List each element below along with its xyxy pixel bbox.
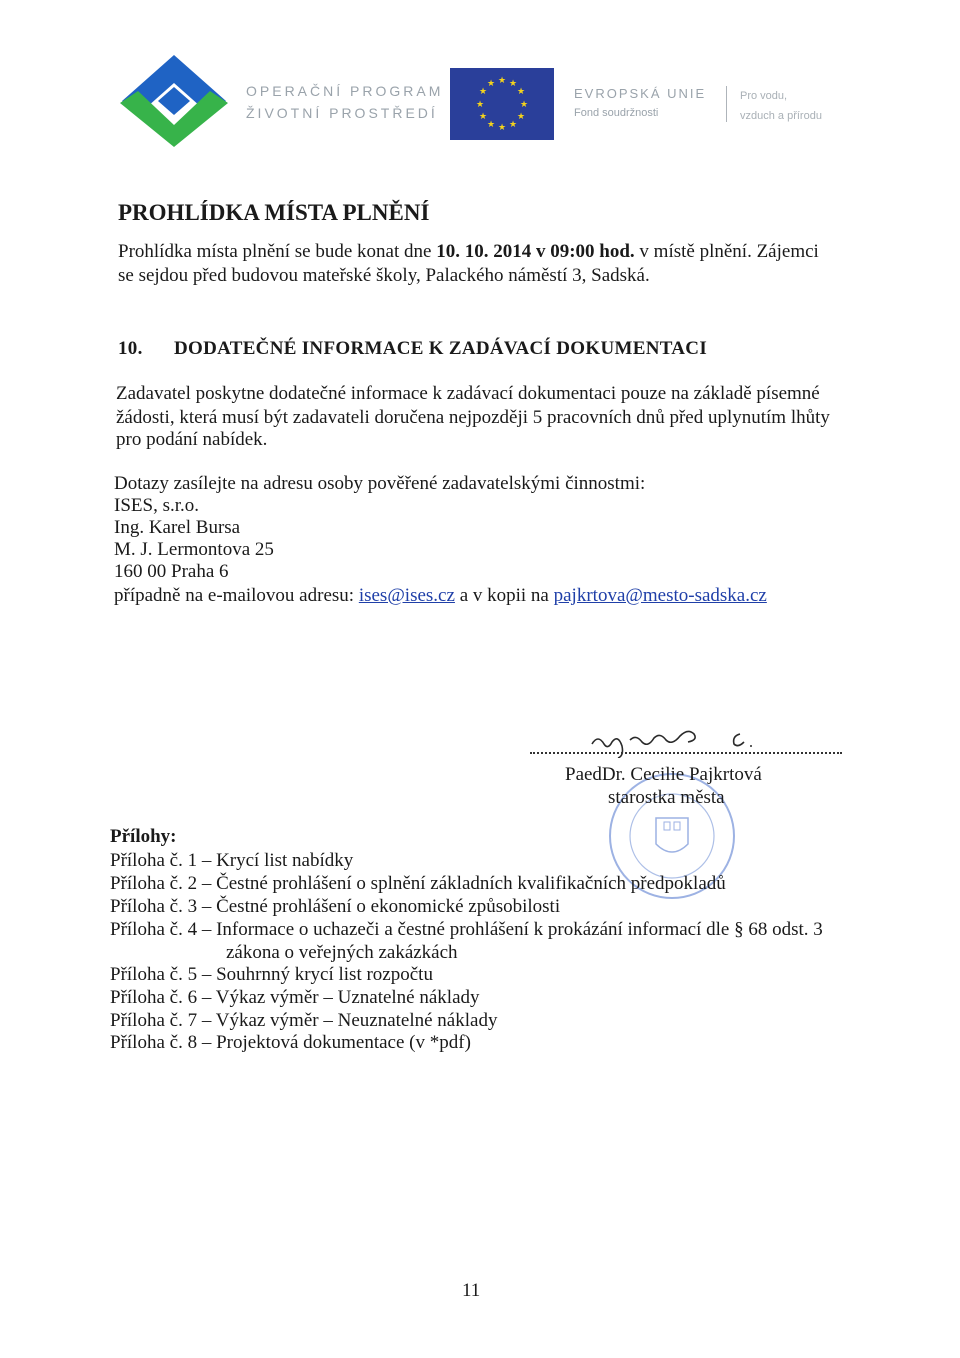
email-text-a: případně na e-mailovou adresu: <box>114 585 359 606</box>
inspection-date: 10. 10. 2014 v 09:00 hod. <box>436 241 635 262</box>
svg-text:★: ★ <box>516 112 526 122</box>
attachment-item: Příloha č. 8 – Projektová dokumentace (v *pdf) <box>110 1032 471 1053</box>
section-para-line2: žádosti, která musí být zadavateli doručena nejpozději 5 pracovních dnů před uplynutím lhůty <box>116 407 830 428</box>
inspection-text-a: Prohlídka místa plnění se bude konat dne <box>118 241 437 262</box>
svg-text:★: ★ <box>497 76 507 86</box>
svg-text:★: ★ <box>516 87 526 97</box>
contact-email-line <box>114 584 767 608</box>
svg-text:★: ★ <box>486 120 496 130</box>
email-link-pajkrtova[interactable]: pajkrtova@mesto-sadska.cz <box>553 585 767 606</box>
attachment-item-continuation: zákona o veřejných zakázkách <box>226 942 458 963</box>
attachment-item: Příloha č. 7 – Výkaz výměr – Neuznatelné náklady <box>110 1010 498 1031</box>
signatory-name: PaedDr. Cecilie Pajkrtová <box>565 764 762 785</box>
header-divider <box>726 86 727 122</box>
svg-text:★: ★ <box>508 120 518 130</box>
signature-line <box>530 752 842 754</box>
contact-city: 160 00 Praha 6 <box>114 561 229 582</box>
eu-fund-label <box>574 84 706 122</box>
inspection-line2: se sejdou před budovou mateřské školy, Palackého náměstí 3, Sadská. <box>118 265 650 286</box>
inspection-title: PROHLÍDKA MÍSTA PLNĚNÍ <box>118 200 430 225</box>
eu-slogan <box>740 86 822 126</box>
eu-line2: Fond soudržnosti <box>574 107 659 119</box>
attachment-item: Příloha č. 2 – Čestné prohlášení o splnění základních kvalifikačních předpokladů <box>110 873 726 894</box>
svg-text:★: ★ <box>475 100 485 110</box>
attachments-title: Přílohy: <box>110 826 177 847</box>
attachment-item: Příloha č. 3 – Čestné prohlášení o ekonomické způsobilosti <box>110 896 561 917</box>
opzp-logo <box>118 55 230 147</box>
attachment-item: Příloha č. 1 – Krycí list nabídky <box>110 850 354 871</box>
contact-street: M. J. Lermontova 25 <box>114 539 274 560</box>
opzp-program-name <box>246 80 443 124</box>
section-title: DODATEČNÉ INFORMACE K ZADÁVACÍ DOKUMENTACI <box>174 338 708 359</box>
signatory-role: starostka města <box>608 787 725 808</box>
svg-text:★: ★ <box>497 123 507 133</box>
eu-line1: EVROPSKÁ UNIE <box>574 86 707 101</box>
section-number: 10. <box>118 338 143 359</box>
attachment-item: Příloha č. 6 – Výkaz výměr – Uznatelné náklady <box>110 987 480 1008</box>
svg-text:★: ★ <box>508 79 518 89</box>
inspection-line1 <box>118 240 819 264</box>
svg-text:★: ★ <box>478 112 488 122</box>
contact-company: ISES, s.r.o. <box>114 495 199 516</box>
page-number: 11 <box>462 1280 481 1301</box>
email-text-b: a v kopii na <box>454 585 554 606</box>
svg-text:★: ★ <box>486 79 496 89</box>
slogan-line1: Pro vodu, <box>740 90 788 102</box>
contact-intro: Dotazy zasílejte na adresu osoby pověřené zadavatelskými činnostmi: <box>114 473 646 494</box>
slogan-line2: vzduch a přírodu <box>740 110 822 122</box>
eu-flag-icon <box>450 68 554 140</box>
opzp-line2: ŽIVOTNÍ PROSTŘEDÍ <box>246 105 438 121</box>
opzp-line1: OPERAČNÍ PROGRAM <box>246 83 444 99</box>
svg-text:★: ★ <box>519 100 529 110</box>
section-para-line1: Zadavatel poskytne dodatečné informace k zadávací dokumentaci pouze na základě písemné <box>116 383 820 404</box>
section-para-line3: pro podání nabídek. <box>116 429 268 450</box>
svg-text:★: ★ <box>478 87 488 97</box>
inspection-text-b: v místě plnění. Zájemci <box>634 241 819 262</box>
attachment-item: Příloha č. 5 – Souhrnný krycí list rozpočtu <box>110 964 433 985</box>
attachment-item: Příloha č. 4 – Informace o uchazeči a čestné prohlášení k prokázání informací dle § 68 odst. 3 <box>110 919 823 940</box>
email-link-ises[interactable]: ises@ises.cz <box>358 585 455 606</box>
contact-person: Ing. Karel Bursa <box>114 517 241 538</box>
